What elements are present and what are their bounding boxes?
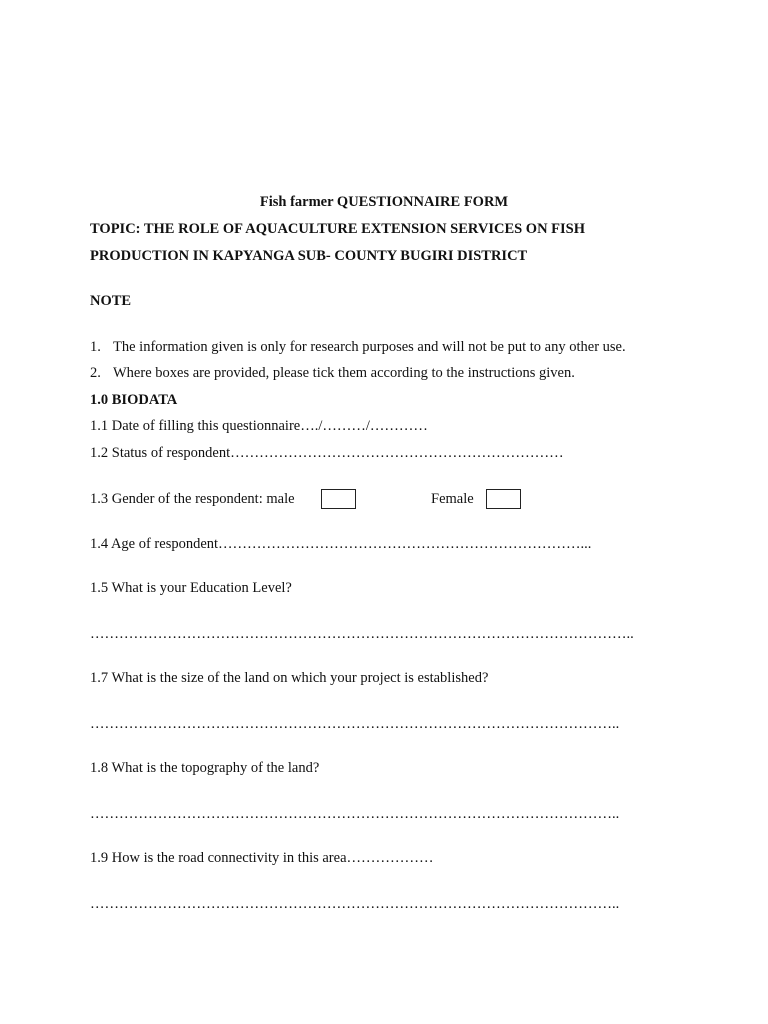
question-road: 1.9 How is the road connectivity in this area……………… [90,850,434,866]
form-title: Fish farmer QUESTIONNAIRE FORM [259,194,509,210]
question-status: 1.2 Status of respondent…………………………………………………………… [90,445,564,461]
female-checkbox[interactable] [486,489,521,509]
note-heading: NOTE [90,293,132,309]
answer-line-education[interactable]: ………………………………………………………………………………………………….. [90,626,634,642]
answer-line-topography[interactable]: ……………………………………………………………………………………………….. [90,806,620,822]
answer-line-road[interactable]: ……………………………………………………………………………………………….. [90,896,620,912]
question-land-size: 1.7 What is the size of the land on which your project is established? [90,670,489,686]
question-gender: 1.3 Gender of the respondent: male [90,491,295,507]
question-education: 1.5 What is your Education Level? [90,580,292,596]
section-heading: 1.0 BIODATA [90,392,178,408]
note-item [90,338,626,356]
note-number: 2. [90,365,101,381]
question-age: 1.4 Age of respondent…………………………………………………………………... [90,536,592,552]
male-checkbox[interactable] [321,489,356,509]
topic-line-1: TOPIC: THE ROLE OF AQUACULTURE EXTENSION SERVICES ON FISH [90,221,586,237]
note-number: 1. [90,339,101,355]
note-item [90,364,575,382]
answer-line-land-size[interactable]: ……………………………………………………………………………………………….. [90,716,620,732]
female-label: Female [431,491,474,507]
question-topography: 1.8 What is the topography of the land? [90,760,320,776]
question-date: 1.1 Date of filling this questionnaire…./………/………… [90,418,428,434]
note-text: The information given is only for research purposes and will not be put to any other use. [113,339,626,355]
topic-line-2: PRODUCTION IN KAPYANGA SUB- COUNTY BUGIRI DISTRICT [90,248,528,264]
note-text: Where boxes are provided, please tick them according to the instructions given. [113,365,575,381]
